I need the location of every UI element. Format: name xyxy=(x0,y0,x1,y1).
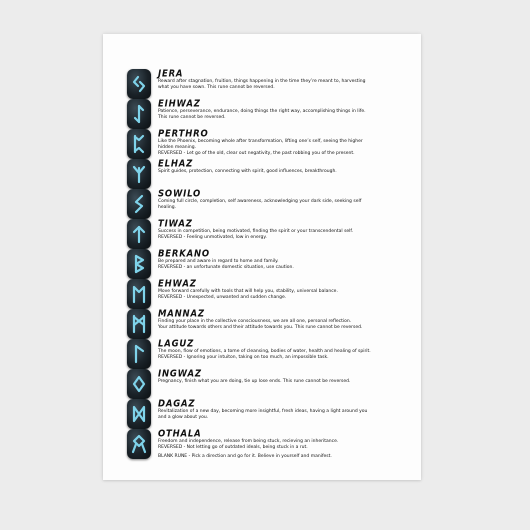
rune-stone xyxy=(127,339,151,369)
rune-name: DAGAZ xyxy=(158,399,196,410)
rune-name: EIHWAZ xyxy=(158,99,201,110)
rune-entry xyxy=(103,249,421,279)
rune-text-block xyxy=(158,309,414,331)
rune-stone xyxy=(127,429,151,459)
rune-description: Move forward carefully with tools that will help you, stability, universal balance. REVERSED - Unexpected, unwanted and sudden change. xyxy=(158,289,338,300)
rune-text-block xyxy=(158,129,414,157)
rune-description: Like the Phoenix, becoming whole after transformation, lifting one’s self, seeing the higher hidden meaning. REVERSED - Let go of the old, clear out negativity, the past robbing you of the present. xyxy=(158,139,363,156)
rune-entry xyxy=(103,219,421,249)
rune-description: Revitalization of a new day, becoming more insightful, fresh ideas, having a light around you and a glow about you. xyxy=(158,409,368,420)
elhaz-rune-icon xyxy=(131,164,147,184)
berkano-rune-icon xyxy=(131,254,147,274)
rune-stone xyxy=(127,219,151,249)
rune-name: INGWAZ xyxy=(158,369,202,380)
rune-text-block xyxy=(158,69,414,91)
rune-stone xyxy=(127,279,151,309)
rune-description: Pregnancy, finish what you are doing, tie up lose ends. This rune cannot be reversed. xyxy=(158,379,351,384)
rune-text-block xyxy=(158,339,414,361)
rune-stone xyxy=(127,159,151,189)
rune-name: MANNAZ xyxy=(158,309,205,320)
rune-description: Be prepared and aware in regard to home and family. REVERSED - an unfortunate domestic situation, use caution. xyxy=(158,259,294,270)
dagaz-rune-icon xyxy=(131,404,147,424)
ehwaz-rune-icon xyxy=(131,284,147,304)
rune-stone xyxy=(127,249,151,279)
rune-description: Success in competition, being motivated, finding the spirit or your transcendental self. REVERSED - Feeling unmotivated, low in energy. xyxy=(158,229,354,240)
rune-description: Reward after stagnation, fruition, things happening in the time they’re meant to, harvesting what you have sown. This rune cannot be reversed. xyxy=(158,79,366,90)
rune-stone xyxy=(127,399,151,429)
rune-entry xyxy=(103,279,421,309)
rune-description: The moon, flow of emotions, a tome of cleansing, bodies of water, health and healing of spirit. REVERSED - Ignoring your intuiton, taking on too much, an impossible task. xyxy=(158,349,371,360)
rune-entry xyxy=(103,99,421,129)
rune-name: JERA xyxy=(158,69,184,80)
rune-list xyxy=(103,34,421,480)
rune-entry xyxy=(103,399,421,429)
rune-text-block xyxy=(158,219,414,241)
rune-description: Spirit guides, protection, connecting with spirit, good influences, breakthrough. xyxy=(158,169,337,174)
rune-entry xyxy=(103,129,421,159)
rune-entry xyxy=(103,369,421,399)
rune-name: BERKANO xyxy=(158,249,210,260)
ingwaz-rune-icon xyxy=(131,374,147,394)
rune-description: Finding your place in the collective consciousness, we are all one, personal reflection. Your attitude towards others and their attitude towards you. This rune cannot be reversed. xyxy=(158,319,363,330)
rune-stone xyxy=(127,69,151,99)
rune-text-block xyxy=(158,369,414,385)
rune-name: ELHAZ xyxy=(158,159,194,170)
othala-rune-icon xyxy=(131,434,147,454)
eihwaz-rune-icon xyxy=(131,104,147,124)
rune-text-block xyxy=(158,249,414,271)
rune-name: PERTHRO xyxy=(158,129,209,140)
laguz-rune-icon xyxy=(131,344,147,364)
rune-stone xyxy=(127,369,151,399)
rune-text-block xyxy=(158,399,414,421)
rune-description: Patience, perseverance, endurance, doing things the right way, accomplishing things in life. This rune cannot be reversed. xyxy=(158,109,366,120)
rune-stone xyxy=(127,129,151,159)
rune-entry xyxy=(103,159,421,189)
rune-name: EHWAZ xyxy=(158,279,197,290)
rune-description: Freedom and independence, release from being stuck, recieving an inheritance. REVERSED - Not letting go of outdated ideals, being stuck in a rut. xyxy=(158,439,339,450)
rune-name: LAGUZ xyxy=(158,339,195,350)
perthro-rune-icon xyxy=(131,134,147,154)
rune-entry xyxy=(103,189,421,219)
rune-text-block xyxy=(158,279,414,301)
rune-stone xyxy=(127,189,151,219)
sowilo-rune-icon xyxy=(131,194,147,214)
blank-rune-text: BLANK RUNE - Pick a direction and go for it. Believe in yourself and manifest. xyxy=(158,454,332,459)
rune-entry xyxy=(103,339,421,369)
rune-stone xyxy=(127,99,151,129)
rune-entry xyxy=(103,69,421,99)
mannaz-rune-icon xyxy=(131,314,147,334)
rune-text-block xyxy=(158,429,414,451)
rune-stone xyxy=(127,309,151,339)
rune-text-block xyxy=(158,189,414,211)
rune-meanings-card xyxy=(103,34,421,480)
rune-text-block xyxy=(158,99,414,121)
rune-entry xyxy=(103,309,421,339)
rune-name: TIWAZ xyxy=(158,219,193,230)
rune-description: Coming full circle, completion, self awareness, acknowledging your dark side, seeking self healing. xyxy=(158,199,362,210)
rune-name: OTHALA xyxy=(158,429,202,440)
rune-text-block xyxy=(158,159,414,175)
jera-rune-icon xyxy=(131,74,147,94)
rune-name: SOWILO xyxy=(158,189,202,200)
tiwaz-rune-icon xyxy=(131,224,147,244)
